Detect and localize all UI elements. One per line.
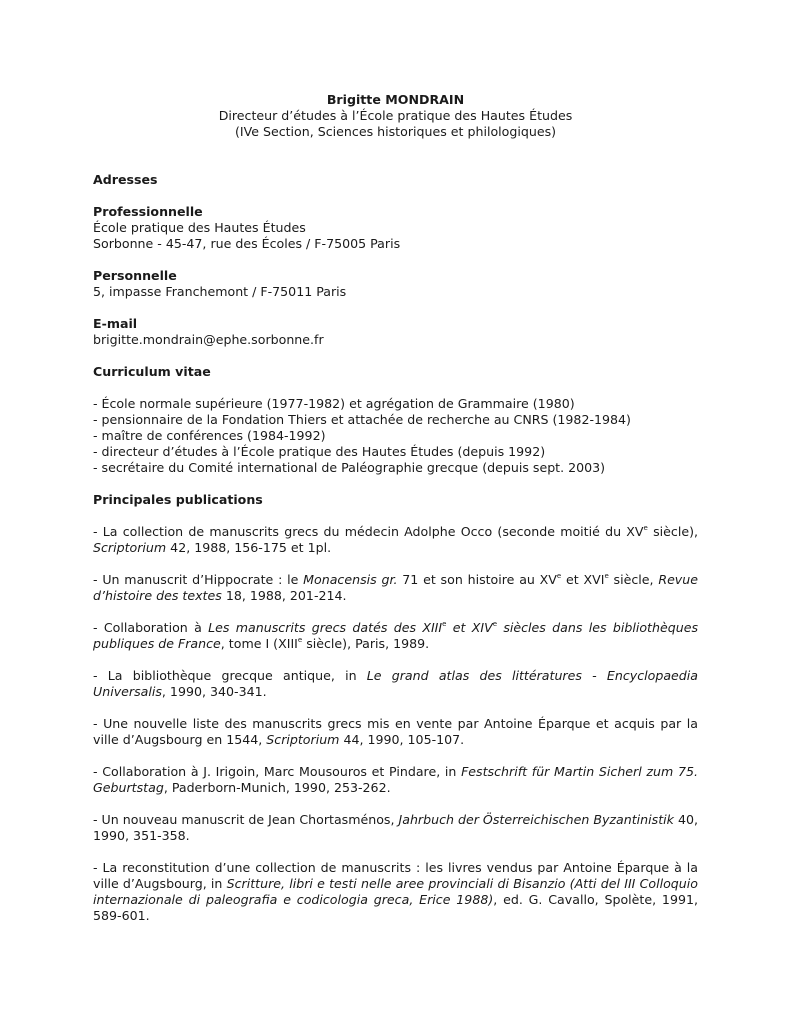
cv-item: - maître de conférences (1984-1992): [93, 428, 326, 443]
professional-heading: Professionnelle: [93, 204, 203, 219]
author-title: Directeur d’études à l’École pratique des Hautes Études: [218, 108, 573, 123]
author-section: (IVe Section, Sciences historiques et philologiques): [234, 124, 557, 139]
publication-item: - Collaboration à J. Irigoin, Marc Mousouros et Pindare, in Festschrift für Martin Sicherl zum 75. Geburtstag, Paderborn-Munich, 1990, 253-262.: [93, 764, 698, 795]
author-name: Brigitte MONDRAIN: [326, 92, 465, 107]
cv-list: [93, 396, 698, 476]
publication-item: - Une nouvelle liste des manuscrits grecs mis en vente par Antoine Éparque et acquis par la ville d’Augsbourg en 1544, Scriptorium 44, 1990, 105-107.: [93, 716, 698, 747]
email-heading: E-mail: [93, 316, 138, 331]
cv-item: - secrétaire du Comité international de Paléographie grecque (depuis sept. 2003): [93, 460, 606, 475]
publication-item: - Un nouveau manuscrit de Jean Chortasménos, Jahrbuch der Österreichischen Byzantinistik 40, 1990, 351-358.: [93, 812, 698, 843]
professional-line-2: Sorbonne - 45-47, rue des Écoles / F-75005 Paris: [93, 236, 401, 251]
cv-heading: Curriculum vitae: [93, 364, 211, 379]
document-header: [93, 92, 698, 140]
professional-line-1: École pratique des Hautes Études: [93, 220, 306, 235]
email-address: brigitte.mondrain@ephe.sorbonne.fr: [93, 332, 324, 347]
addresses-heading: Adresses: [93, 172, 158, 187]
publication-item: - La collection de manuscrits grecs du médecin Adolphe Occo (seconde moitié du XVe siècle), Scriptorium 42, 1988, 156-175 et 1pl.: [93, 523, 698, 555]
cv-item: - École normale supérieure (1977-1982) et agrégation de Grammaire (1980): [93, 396, 575, 411]
publications-heading: Principales publications: [93, 492, 263, 507]
cv-item: - pensionnaire de la Fondation Thiers et attachée de recherche au CNRS (1982-1984): [93, 412, 631, 427]
cv-item: - directeur d’études à l’École pratique des Hautes Études (depuis 1992): [93, 444, 546, 459]
publication-item: - La reconstitution d’une collection de manuscrits : les livres vendus par Antoine Éparque à la ville d’Augsbourg, in Scritture, libri e testi nelle aree provinciali di Bisanzio (Atti del III Colloquio internazionale di paleografia e codicologia greca, Erice 1988), ed. G. Cavallo, Spolète, 1991, 589-601.: [93, 860, 698, 923]
publication-item: - La bibliothèque grecque antique, in Le grand atlas des littératures - Encyclopaedia Universalis, 1990, 340-341.: [93, 668, 699, 699]
publication-item: - Collaboration à Les manuscrits grecs datés des XIIIe et XIVe siècles dans les bibliothèques publiques de France, tome I (XIIIe siècle), Paris, 1989.: [93, 619, 699, 651]
personal-line-1: 5, impasse Franchemont / F-75011 Paris: [93, 284, 347, 299]
document-page: [93, 92, 698, 924]
personal-heading: Personnelle: [93, 268, 177, 283]
publication-item: - Un manuscrit d’Hippocrate : le Monacensis gr. 71 et son histoire au XVe et XVIe siècle, Revue d’histoire des textes 18, 1988, 201-214.: [93, 571, 698, 603]
